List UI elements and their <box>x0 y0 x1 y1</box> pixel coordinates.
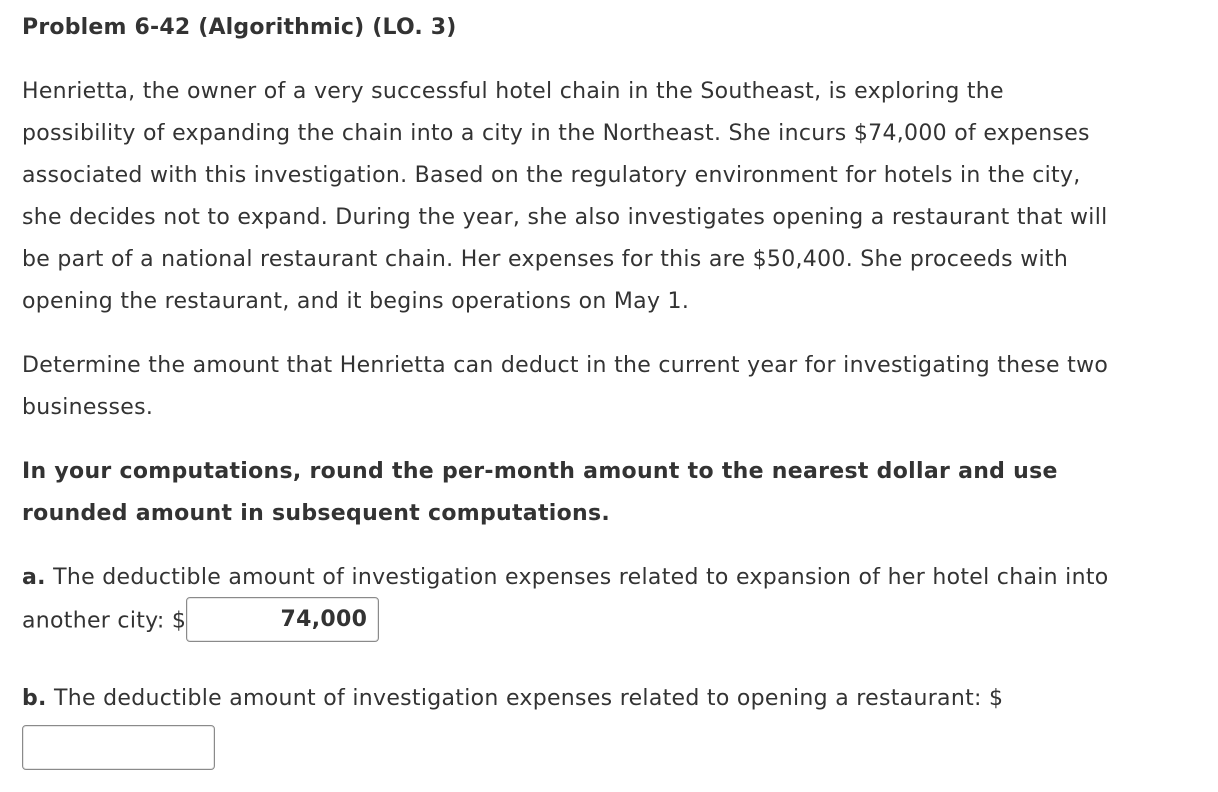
prompt-line: businesses. <box>22 395 154 420</box>
answer-b-input[interactable] <box>22 725 215 770</box>
intro-line: she decides not to expand. During the year, she also investigates opening a restaurant that will <box>22 205 1108 230</box>
question-a-text-end: another city: $ <box>22 608 187 634</box>
question-a <box>22 557 1192 644</box>
prompt-line: Determine the amount that Henrietta can deduct in the current year for investigating these two <box>22 353 1109 378</box>
question-a-label: a. <box>22 565 46 590</box>
intro-line: associated with this investigation. Based on the regulatory environment for hotels in the city, <box>22 163 1081 188</box>
question-b-label: b. <box>22 686 47 711</box>
question-a-text: The deductible amount of investigation expenses related to expansion of her hotel chain into <box>53 565 1109 590</box>
problem-prompt <box>22 345 1192 429</box>
computation-instruction <box>22 451 1192 535</box>
question-a-line1 <box>22 557 1192 599</box>
intro-line: opening the restaurant, and it begins operations on May 1. <box>22 289 690 314</box>
intro-line: possibility of expanding the chain into a city in the Northeast. She incurs $74,000 of expenses <box>22 121 1090 146</box>
question-b-line <box>22 678 1192 720</box>
intro-line: be part of a national restaurant chain. Her expenses for this are $50,400. She proceeds with <box>22 247 1069 272</box>
instruction-line: rounded amount in subsequent computations. <box>22 501 611 526</box>
problem-intro <box>22 71 1192 323</box>
instruction-line: In your computations, round the per-month amount to the nearest dollar and use <box>22 459 1058 484</box>
question-a-line2 <box>22 599 1192 644</box>
answer-a-input[interactable]: 74,000 <box>186 597 379 642</box>
question-b-text: The deductible amount of investigation expenses related to opening a restaurant: $ <box>54 686 1004 711</box>
intro-line: Henrietta, the owner of a very successful hotel chain in the Southeast, is exploring the <box>22 79 1004 104</box>
problem-title: Problem 6-42 (Algorithmic) (LO. 3) <box>22 15 457 40</box>
question-b <box>22 678 1192 720</box>
